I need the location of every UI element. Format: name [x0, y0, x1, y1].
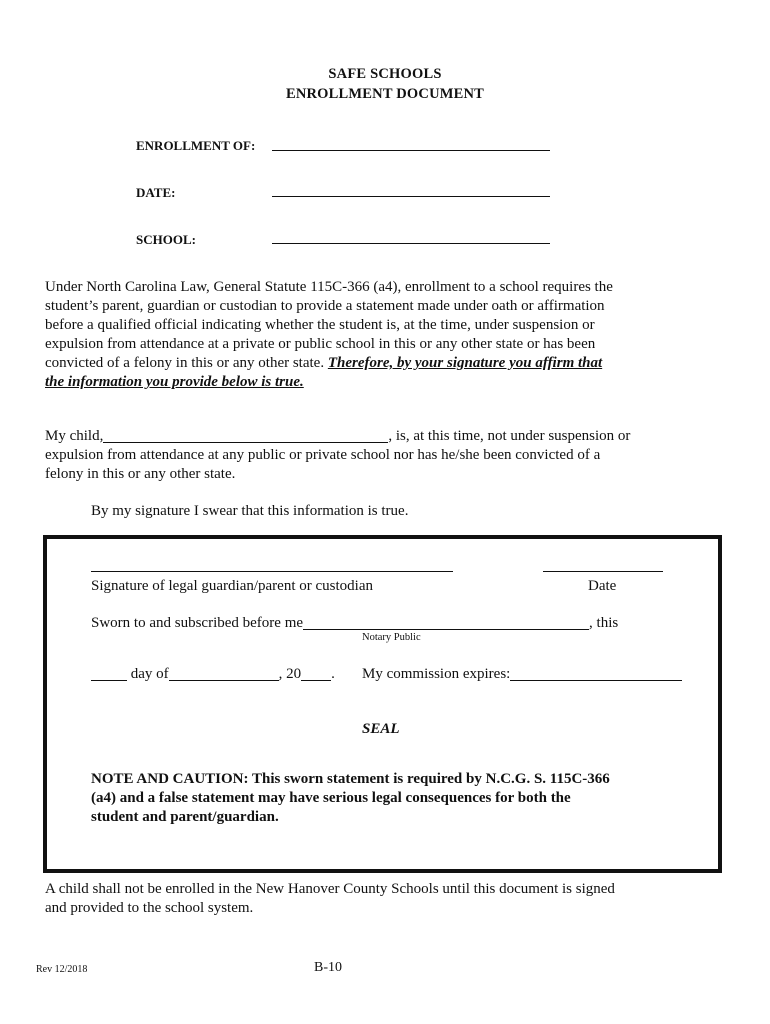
affirmation-emphasis: Therefore, by your signature you affirm that — [327, 355, 603, 371]
intro-line-1: Under North Carolina Law, General Statute 115C-366 (a4), enrollment to a school requires the — [45, 279, 613, 295]
date-caption: Date — [588, 578, 617, 594]
enrollment-of-field[interactable] — [272, 150, 550, 151]
notary-public-caption: Notary Public — [362, 632, 421, 643]
caution-note — [91, 770, 711, 827]
intro-line-3: before a qualified official indicating whether the student is, at the time, under suspension or — [45, 317, 595, 333]
date-label: DATE: — [136, 185, 176, 200]
document-title-line2: ENROLLMENT DOCUMENT — [285, 86, 485, 102]
revision-label: Rev 12/2018 — [36, 964, 88, 975]
school-label: SCHOOL: — [136, 232, 196, 247]
date-field[interactable] — [272, 196, 550, 197]
intro-paragraph — [45, 278, 735, 392]
commission-label: My commission expires: — [362, 666, 511, 682]
day-line — [91, 665, 335, 684]
day-of-label: day of — [130, 666, 169, 682]
commission-expires-field[interactable] — [510, 680, 682, 681]
enrollment-of-label: ENROLLMENT OF: — [136, 138, 256, 153]
closing-line-1: A child shall not be enrolled in the New Hanover County Schools until this document is signed — [45, 881, 615, 897]
intro-line-5-text: convicted of a felony in this or any other state. — [45, 355, 328, 371]
month-field[interactable] — [169, 680, 279, 681]
intro-line-4: expulsion from attendance at a private or public school in this or any other state or has been — [45, 336, 596, 352]
school-field[interactable] — [272, 243, 550, 244]
signature-caption: Signature of legal guardian/parent or custodian — [91, 578, 373, 594]
child-statement-line-2: expulsion from attendance at any public or private school nor has he/she been convicted of a — [45, 447, 601, 463]
intro-line-5 — [45, 354, 735, 373]
day-field[interactable] — [91, 680, 127, 681]
intro-line-2: student’s parent, guardian or custodian to provide a statement made under oath or affirmation — [45, 298, 605, 314]
page-number: B-10 — [314, 960, 342, 975]
caution-line-3: student and parent/guardian. — [91, 809, 279, 825]
child-statement-line-3: felony in this or any other state. — [45, 466, 236, 482]
sworn-suffix: , this — [589, 615, 619, 631]
child-name-field[interactable] — [103, 442, 388, 443]
sworn-line — [91, 614, 618, 633]
year-field[interactable] — [301, 680, 331, 681]
statement-suffix: , is, at this time, not under suspension or — [388, 428, 631, 444]
sworn-prefix: Sworn to and subscribed before me — [91, 615, 304, 631]
year-prefix: , 20 — [278, 666, 302, 682]
caution-line-2: (a4) and a false statement may have serious legal consequences for both the — [91, 790, 571, 806]
document-title-line1: SAFE SCHOOLS — [328, 66, 442, 82]
year-suffix: . — [331, 666, 335, 682]
closing-line-2: and provided to the school system. — [45, 900, 254, 916]
seal-label: SEAL — [362, 721, 400, 737]
notary-name-field[interactable] — [303, 629, 589, 630]
signature-date-field[interactable] — [543, 571, 663, 572]
swear-statement: By my signature I swear that this information is true. — [91, 503, 409, 519]
my-child-label: My child, — [45, 428, 104, 444]
commission-line — [362, 665, 682, 684]
caution-line-1: NOTE AND CAUTION: This sworn statement is required by N.C.G. S. 115C-366 — [91, 771, 610, 787]
child-statement-line-1 — [45, 427, 630, 446]
affirmation-emphasis-line-2: the information you provide below is true. — [45, 374, 304, 390]
guardian-signature-field[interactable] — [91, 571, 453, 572]
